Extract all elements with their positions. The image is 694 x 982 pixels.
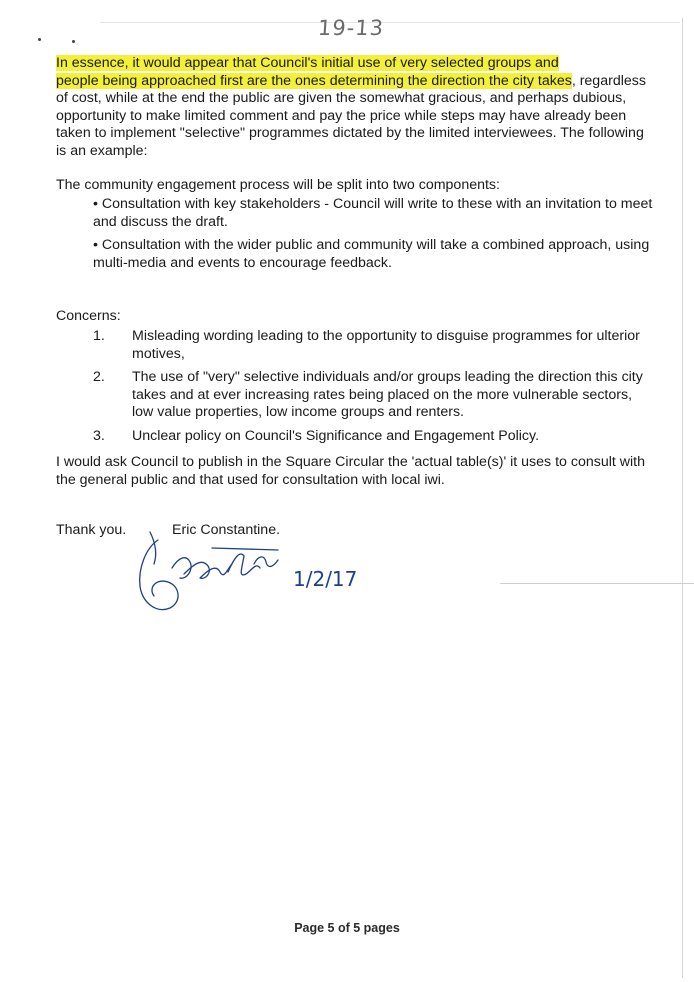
page-footer: Page 5 of 5 pages: [294, 921, 400, 935]
scan-speck: [38, 38, 41, 41]
highlighted-text: In essence, it would appear that Council's initial use of very selected groups and: [56, 55, 559, 71]
concern-text: Unclear policy on Council's Significance and Engagement Policy.: [132, 427, 540, 444]
thanks-text: Thank you.: [56, 522, 127, 538]
concern-text: The use of "very" selective individuals and/or groups leading the direction this city takes and at ever increasing rates being placed on the more vulnerable sectors, low value properties, low income groups and renters.: [132, 369, 643, 420]
intro-text: , regardless of cost, while at the end the public are given the somewhat gracious, and perhaps dubious, opportunity to make limited comment and pay the price while steps may have already been taken to implement "selective" programmes dictated by the limited interviewees. The following is an example:: [56, 72, 646, 159]
handwritten-page-number: 19-13: [317, 16, 385, 40]
scan-edge-top: [100, 22, 680, 23]
closing-request: I would ask Council to publish in the Square Circular the 'actual table(s)' it uses to consult with the general public and that used for consultation with local iwi.: [56, 454, 645, 488]
scan-fold-line: [500, 583, 694, 584]
bullet-item: • Consultation with the wider public and community will take a combined approach, using multi-media and events to encourage feedback.: [93, 237, 650, 271]
signer-name: Eric Constantine.: [172, 522, 281, 538]
concern-number: 2.: [93, 369, 105, 385]
highlighted-text: people being approached first are the ones determining the direction the city takes: [56, 72, 572, 89]
concern-item: [93, 328, 653, 363]
concerns-list: [93, 328, 653, 451]
concern-number: 1.: [93, 328, 105, 344]
scan-edge-right: [682, 18, 683, 978]
engagement-bullets: [93, 196, 653, 278]
concern-number: 3.: [93, 427, 105, 444]
intro-paragraph: [56, 55, 646, 160]
bullet-item: • Consultation with key stakeholders - Council will write to these with an invitation to meet and discuss the draft.: [93, 196, 653, 230]
concerns-heading: Concerns:: [56, 308, 121, 324]
handwritten-signature: [128, 528, 358, 623]
concern-item: [93, 369, 653, 422]
concern-text: Misleading wording leading to the opportunity to disguise programmes for ulterior motives,: [132, 328, 640, 362]
scan-speck: [72, 40, 75, 43]
handwritten-date: 1/2/17: [293, 567, 358, 591]
engagement-intro: The community engagement process will be split into two components:: [56, 177, 500, 193]
concern-item: [93, 428, 653, 446]
